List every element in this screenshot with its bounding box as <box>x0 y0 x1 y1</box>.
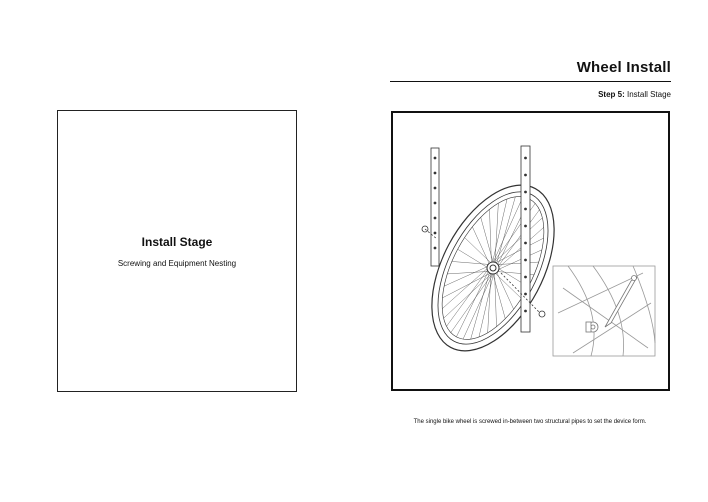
wheel-spoke <box>463 266 496 339</box>
figure-caption: The single bike wheel is screwed in-between two structural pipes to set the device form. <box>413 419 647 425</box>
wheel-spoke <box>444 265 490 286</box>
page-title: Wheel Install <box>576 59 671 76</box>
wheel-spoke <box>490 197 523 270</box>
wheel-spoke <box>452 261 491 264</box>
stage-card <box>57 110 297 392</box>
bike-wheel-illustration <box>393 113 668 389</box>
wheel-spoke <box>497 227 544 269</box>
wheel-spoke <box>456 269 489 336</box>
step-heading <box>598 90 671 99</box>
title-divider <box>390 81 671 82</box>
wheel-spoke <box>495 203 498 264</box>
wheel-spoke <box>481 217 494 264</box>
wheel-spoke <box>442 267 489 309</box>
step-name: Install Stage <box>626 90 671 99</box>
wheel-spoke <box>465 238 493 265</box>
step-number: Step 5: <box>598 90 625 99</box>
left-pipe-icon <box>431 148 439 266</box>
detail-inset-icon <box>553 266 655 356</box>
wheel-spoke <box>488 272 491 333</box>
wheel-spoke <box>492 272 505 319</box>
stage-title: Install Stage <box>141 235 213 249</box>
wheel-spoke <box>494 272 522 299</box>
stage-subtitle: Screwing and Equipment Nesting <box>117 259 237 268</box>
wheel-spoke <box>451 267 497 332</box>
figure-frame <box>391 111 670 391</box>
wheel-spoke <box>496 250 542 271</box>
right-pipe-icon <box>521 146 530 332</box>
